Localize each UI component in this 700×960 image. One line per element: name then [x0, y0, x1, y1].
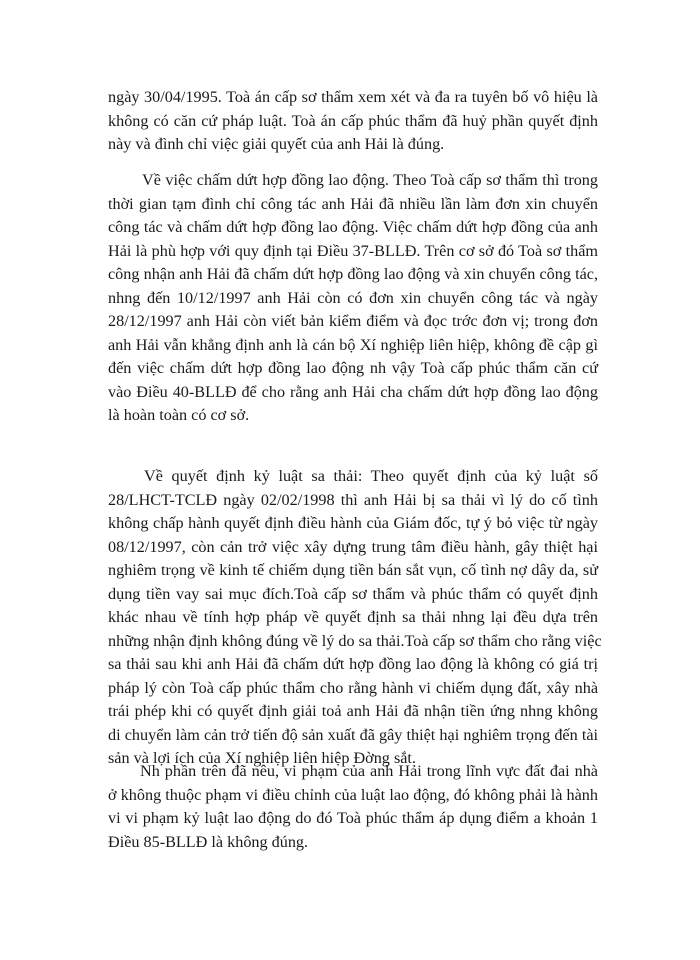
text-line: Hải là phù hợp với quy định tại Điều 37-BLLĐ. Trên cơ sở đó Toà sơ thẩm [108, 241, 598, 260]
text-line: những nhận định không đúng về lý do sa thải.Toà cấp sơ thẩm cho rằng việc [108, 631, 602, 650]
text-line: 08/12/1997, còn cản trở việc xây dựng trung tâm điều hành, gây thiệt hại [108, 537, 598, 556]
text-line: thời gian tạm đình chỉ công tác anh Hải đã nhiều lần làm đơn xin chuyển [108, 194, 598, 213]
text-line: Nh phần trên đã nêu, vi phạm của anh Hải trong lĩnh vực đất đai nhà [140, 762, 598, 780]
text-line: ở không thuộc phạm vi điều chỉnh của luật lao động, đó không phải là hành [108, 785, 598, 804]
text-line: pháp lý còn Toà cấp phúc thẩm cho rằng hành vi chiếm dụng đất, xây nhà [108, 678, 598, 697]
text-line: nhng đến 10/12/1997 anh Hải còn có đơn xin chuyển công tác và ngày [108, 288, 598, 307]
text-line: anh Hải vẫn khẳng định anh là cán bộ Xí nghiệp liên hiệp, không đề cập gì [108, 335, 598, 354]
text-line: công tác và chấm dứt hợp đồng lao động. Việc chấm dứt hợp đồng của anh [108, 218, 598, 236]
text-line: không có căn cứ pháp luật. Toà án cấp phúc thẩm đã huỷ phần quyết định [108, 111, 598, 130]
text-line: sản và lợi ích của Xí nghiệp liên hiệp Đờng sắt. [108, 749, 416, 767]
text-line: đến việc chấm dứt hợp đồng lao động nh vậy Toà cấp phúc thẩm căn cứ [108, 359, 598, 377]
text-line: là hoàn toàn có cơ sở. [108, 406, 250, 424]
text-line: 28/12/1997 anh Hải còn viết bản kiểm điểm và đọc trớc đơn vị; trong đơn [108, 312, 598, 330]
text-line: vi vi phạm kỷ luật lao động do đó Toà phúc thẩm áp dụng điểm a khoản 1 [108, 809, 598, 827]
text-line: 28/LHCT-TCLĐ ngày 02/02/1998 thì anh Hải bị sa thải vì lý do cố tình [108, 490, 598, 509]
text-line: khác nhau về tính hợp pháp về quyết định sa thải nhng lại đều dựa trên [108, 608, 598, 626]
paragraph-dismissal-decision [108, 465, 602, 771]
text-line: vào Điều 40-BLLĐ để cho rằng anh Hải cha chấm dứt hợp đồng lao động [108, 382, 598, 401]
paragraph-annulment-review [108, 86, 598, 157]
text-line: ngày 30/04/1995. Toà án cấp sơ thẩm xem xét và đa ra tuyên bố vô hiệu là [108, 88, 598, 106]
text-line: này và đình chỉ việc giải quyết của anh Hải là đúng. [108, 135, 445, 153]
text-line: di chuyển làm cản trở tiến độ sản xuất đã gây thiệt hại nghiêm trọng đến tài [108, 725, 598, 744]
paragraph-conclusion [108, 760, 598, 854]
text-line: nghiêm trọng về kinh tế chiếm dụng tiền bán sắt vụn, cố tình nợ dây da, sử [108, 561, 598, 579]
text-line: dụng tiền vay sai mục đích.Toà cấp sơ thẩm và phúc thẩm có quyết định [108, 584, 598, 603]
text-line: Về việc chấm dứt hợp đồng lao động. Theo Toà cấp sơ thẩm thì trong [142, 171, 598, 189]
text-line: sa thải sau khi anh Hải đã chấm dứt hợp đồng lao động là không có giá trị [108, 655, 598, 673]
text-line: Về quyết định kỷ luật sa thải: Theo quyết định của kỷ luật số [144, 467, 598, 485]
text-line: Điều 85-BLLĐ là không đúng. [108, 832, 309, 851]
text-line: không chấp hành quyết định điều hành của Giám đốc, tự ý bỏ việc từ ngày [108, 514, 598, 532]
paragraph-contract-termination [108, 169, 598, 428]
text-line: trái phép khi có quyết định giải toả anh Hải đã nhận tiền ứng nhng không [108, 702, 598, 720]
text-line: công nhận anh Hải đã chấm dứt hợp đồng lao động và xin chuyển công tác, [108, 265, 598, 283]
